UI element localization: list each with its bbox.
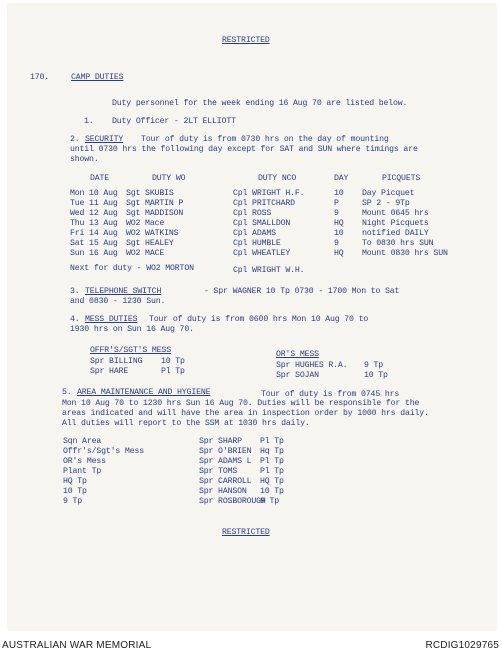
ors-mess-heading: OR'S MESS <box>276 350 319 359</box>
next-for-duty: Next for duty - WO2 MORTON <box>70 264 194 273</box>
area-person: Spr SHARP <box>199 437 242 446</box>
document-page <box>8 4 496 630</box>
area-person: Spr ROSBOROUGH <box>199 497 266 506</box>
para5-line4: All duties will report to the SSM at 1030 hrs daily. <box>62 419 310 428</box>
roster-date: Mon 10 Aug <box>70 189 118 198</box>
item-title: CAMP DUTIES <box>71 73 124 82</box>
area-unit: HQ Tp <box>260 477 284 486</box>
roster-wo: Sgt HEALEY <box>126 239 174 248</box>
para2-line1: Tour of duty is from 0730 hrs on the day of mounting <box>141 135 389 144</box>
roster-date: Fri 14 Aug <box>70 229 118 238</box>
para5-line2: Mon 10 Aug 70 to 1230 hrs Sun 16 Aug 70. Duties will be responsible for the <box>62 399 420 408</box>
roster-day: P <box>334 199 339 208</box>
roster-picquet: notified DAILY <box>362 229 429 238</box>
para2-heading: SECURITY <box>85 135 124 144</box>
mess-unit: Pl Tp <box>161 367 185 376</box>
roster-wo: Sgt MARTIN P <box>126 199 184 208</box>
area-unit: Pl Tp <box>260 457 284 466</box>
area-name: HQ Tp <box>63 477 87 486</box>
para2-line3: shown. <box>70 155 99 164</box>
roster-picquet: Mount 0645 hrs <box>362 209 429 218</box>
header-date: DATE <box>90 174 110 183</box>
para4-heading: MESS DUTIES <box>85 315 138 324</box>
para4-line2: 1930 hrs on Sun 16 Aug 70. <box>70 325 194 334</box>
roster-wo: Sgt MADDISON <box>126 209 184 218</box>
area-person: Spr O'BRIEN <box>199 447 252 456</box>
para1-number: 1. <box>84 117 94 126</box>
area-name: OR's Mess <box>63 457 106 466</box>
offrs-mess-heading: OFFR'S/SGT'S MESS <box>90 346 171 355</box>
archive-reference: RCDIG1029765 <box>425 640 499 651</box>
roster-nco: Cpl WHEATLEY <box>233 249 291 258</box>
para3-line1: - Spr WAGNER 10 Tp 0730 - 1700 Mon to Sat <box>204 287 400 296</box>
roster-picquet: Day Picquet <box>362 189 415 198</box>
roster-picquet: Night Picquets <box>362 219 429 228</box>
para3-heading: TELEPHONE SWITCH <box>85 287 162 296</box>
mess-name: Spr BILLING <box>90 357 143 366</box>
area-unit: 9 Tp <box>260 497 280 506</box>
mess-name: Spr SOJAN <box>276 371 319 380</box>
para4-number: 4. <box>70 315 80 324</box>
roster-day: 9 <box>334 239 339 248</box>
para2-line2: until 0730 hrs the following day except for SAT and SUN where timings are <box>70 145 418 154</box>
area-unit: Hq Tp <box>260 447 284 456</box>
area-unit: 10 Tp <box>260 487 284 496</box>
roster-picquet: SP 2 - 9Tp <box>362 199 410 208</box>
roster-nco: Cpl HUMBLE <box>233 239 281 248</box>
para5-line3: areas indicated and will have the area in inspection order by 1000 hrs daily. <box>62 409 429 418</box>
roster-nco: Cpl ADAMS <box>233 229 276 238</box>
archive-credit: AUSTRALIAN WAR MEMORIAL <box>2 640 152 651</box>
roster-nco: Cpl ROSS <box>233 209 272 218</box>
roster-wo: Sgt SKUBIS <box>126 189 174 198</box>
roster-day: HQ <box>334 249 344 258</box>
roster-nco: Cpl PRITCHARD <box>233 199 295 208</box>
area-name: Sqn Area <box>63 437 102 446</box>
header-day: DAY <box>334 174 349 183</box>
para3-line2: and 0830 - 1230 Sun. <box>70 297 166 306</box>
area-unit: Pl Tp <box>260 437 284 446</box>
roster-day: 10 <box>334 189 344 198</box>
para5-line1: Tour of duty is from 0745 hrs <box>261 390 400 399</box>
area-person: Spr ADAMS L <box>199 457 252 466</box>
classification-top: RESTRICTED <box>222 36 270 45</box>
para5-number: 5. <box>62 388 72 397</box>
roster-wo: WO2 WATKINS <box>126 229 179 238</box>
header-duty-wo: DUTY WO <box>152 174 186 183</box>
roster-wo: WO2 Mace <box>126 219 165 228</box>
intro-text: Duty personnel for the week ending 16 Aug 70 are listed below. <box>112 99 408 108</box>
next-nco: Cpl WRIGHT W.H. <box>233 266 305 275</box>
area-name: Plant Tp <box>63 467 102 476</box>
classification-bottom: RESTRICTED <box>222 528 270 537</box>
header-duty-nco: DUTY NCO <box>258 174 297 183</box>
roster-picquet: Mount 0830 hrs SUN <box>362 249 448 258</box>
roster-date: Sun 16 Aug <box>70 249 118 258</box>
roster-date: Sat 15 Aug <box>70 239 118 248</box>
roster-day: HQ <box>334 219 344 228</box>
roster-wo: WO2 MACE <box>126 249 165 258</box>
area-name: 9 Tp <box>63 497 83 506</box>
para2-number: 2. <box>70 135 80 144</box>
roster-day: 10 <box>334 229 344 238</box>
area-person: Spr HANSON <box>199 487 247 496</box>
roster-date: Thu 13 Aug <box>70 219 118 228</box>
para1-text: Duty Officer - 2LT ELLIOTT <box>112 117 236 126</box>
mess-name: Spr HARE <box>90 367 129 376</box>
roster-date: Tue 11 Aug <box>70 199 118 208</box>
mess-unit: 9 Tp <box>364 361 384 370</box>
mess-unit: 10 Tp <box>161 357 185 366</box>
area-unit: Pl Tp <box>260 467 284 476</box>
mess-unit: 10 Tp <box>364 371 388 380</box>
header-picquets: PICQUETS <box>382 174 421 183</box>
para4-line1: Tour of duty is from 0600 hrs Mon 10 Aug 70 to <box>149 315 369 324</box>
para3-number: 3. <box>70 287 80 296</box>
roster-nco: Cpl WRIGHT H.F. <box>233 189 305 198</box>
area-person: Spr CARROLL <box>199 477 252 486</box>
area-name: Offr's/Sgt's Mess <box>63 447 144 456</box>
area-person: Spr TOMS <box>199 467 238 476</box>
roster-date: Wed 12 Aug <box>70 209 118 218</box>
para5-heading: AREA MAINTENANCE AND HYGIENE <box>77 388 211 397</box>
area-name: 10 Tp <box>63 487 87 496</box>
item-number: 170. <box>30 73 50 82</box>
mess-name: Spr HUGHES R.A. <box>276 361 348 370</box>
roster-day: 9 <box>334 209 339 218</box>
roster-nco: Cpl SMALLDON <box>233 219 291 228</box>
roster-picquet: To 0830 hrs SUN <box>362 239 434 248</box>
